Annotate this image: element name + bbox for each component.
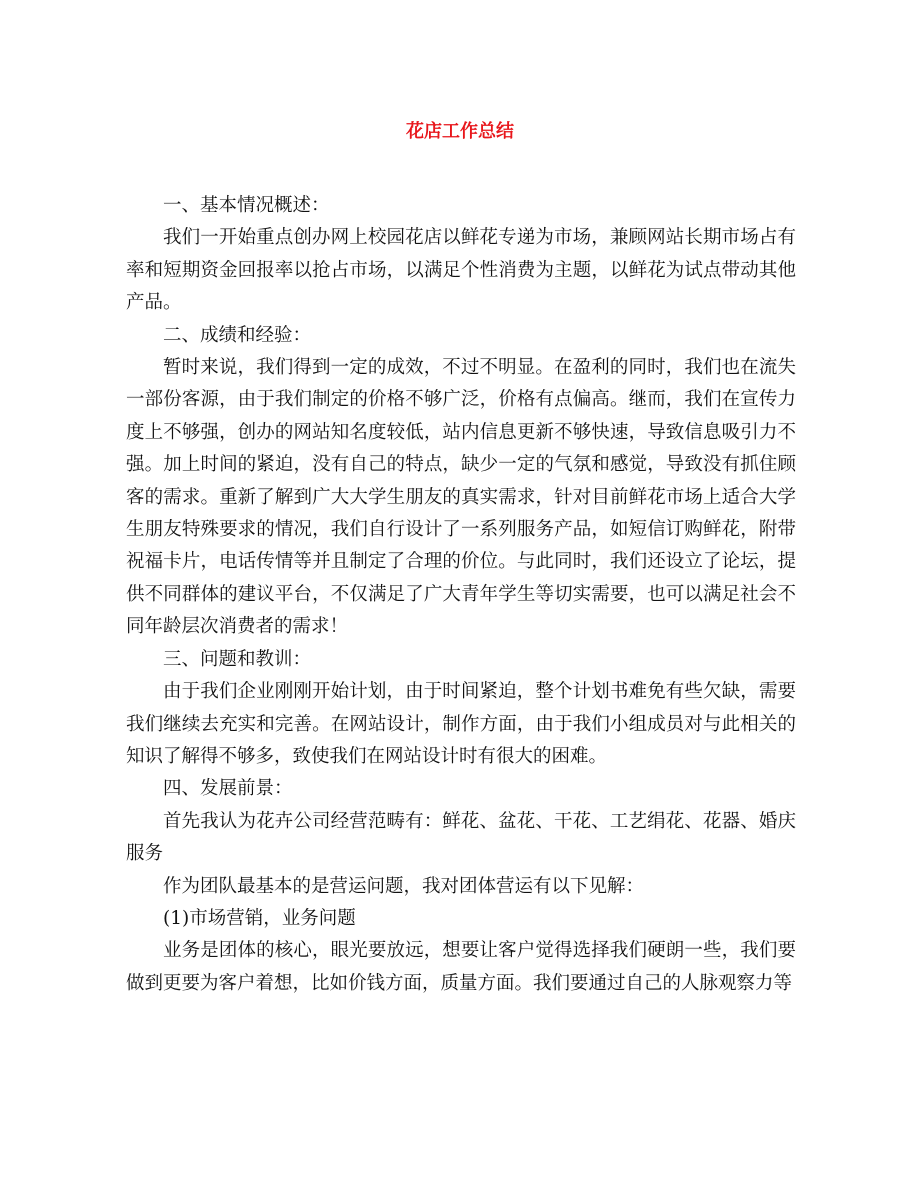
paragraph-marketing: 业务是团体的核心，眼光要放远，想要让客户觉得选择我们硬朗一些，我们要做到更要为客户着想，比如价钱方面，质量方面。我们要通过自己的人脉观察力等 <box>126 940 796 994</box>
subheading-marketing: (1)市场营销，业务问题 <box>163 907 356 929</box>
paragraph-business-scope: 首先我认为花卉公司经营范畴有：鲜花、盆花、干花、工艺绢花、花器、婚庆服务 <box>126 810 796 865</box>
document-body <box>126 190 796 1000</box>
paragraph-basic: 我们一开始重点创办网上校园花店以鲜花专递为市场，兼顾网站长期市场占有率和短期资金回报率以抢占市场，以满足个性消费为主题，以鲜花为试点带动其他产品。 <box>126 227 796 314</box>
section-heading-problems: 三、问题和教训： <box>163 648 312 670</box>
section-heading-basic: 一、基本情况概述： <box>163 195 330 216</box>
section-heading-achievements: 二、成绩和经验： <box>163 324 312 346</box>
paragraph-operations-intro: 作为团队最基本的是营运问题，我对团体营运有以下见解： <box>163 875 645 897</box>
page-title: 花店工作总结 <box>406 121 514 142</box>
paragraph-problems: 由于我们企业刚刚开始计划，由于时间紧迫，整个计划书难免有些欠缺，需要我们继续去充实和完善。在网站设计，制作方面，由于我们小组成员对与此相关的知识了解得不够多，致使我们在网站设计时有很大的困难。 <box>126 681 796 767</box>
section-heading-prospects: 四、发展前景： <box>163 778 293 800</box>
paragraph-achievements: 暂时来说，我们得到一定的成效，不过不明显。在盈利的同时，我们也在流失一部份客源，由于我们制定的价格不够广泛，价格有点偏高。继而，我们在宣传力度上不够强，创办的网站知名度较低，站内信息更新不够快速，导致信息吸引力不强。加上时间的紧迫，没有自己的特点，缺少一定的气氛和感觉，导致没有抓住顾客的需求。重新了解到广大大学生朋友的真实需求，针对目前鲜花市场上适合大学生朋友特殊要求的情况，我们自行设计了一系列服务产品，如短信订购鲜花，附带祝福卡片，电话传情等并且制定了合理的价位。与此同时，我们还设立了论坛，提供不同群体的建议平台，不仅满足了广大青年学生等切实需要，也可以满足社会不同年龄层次消费者的需求！ <box>126 357 796 638</box>
